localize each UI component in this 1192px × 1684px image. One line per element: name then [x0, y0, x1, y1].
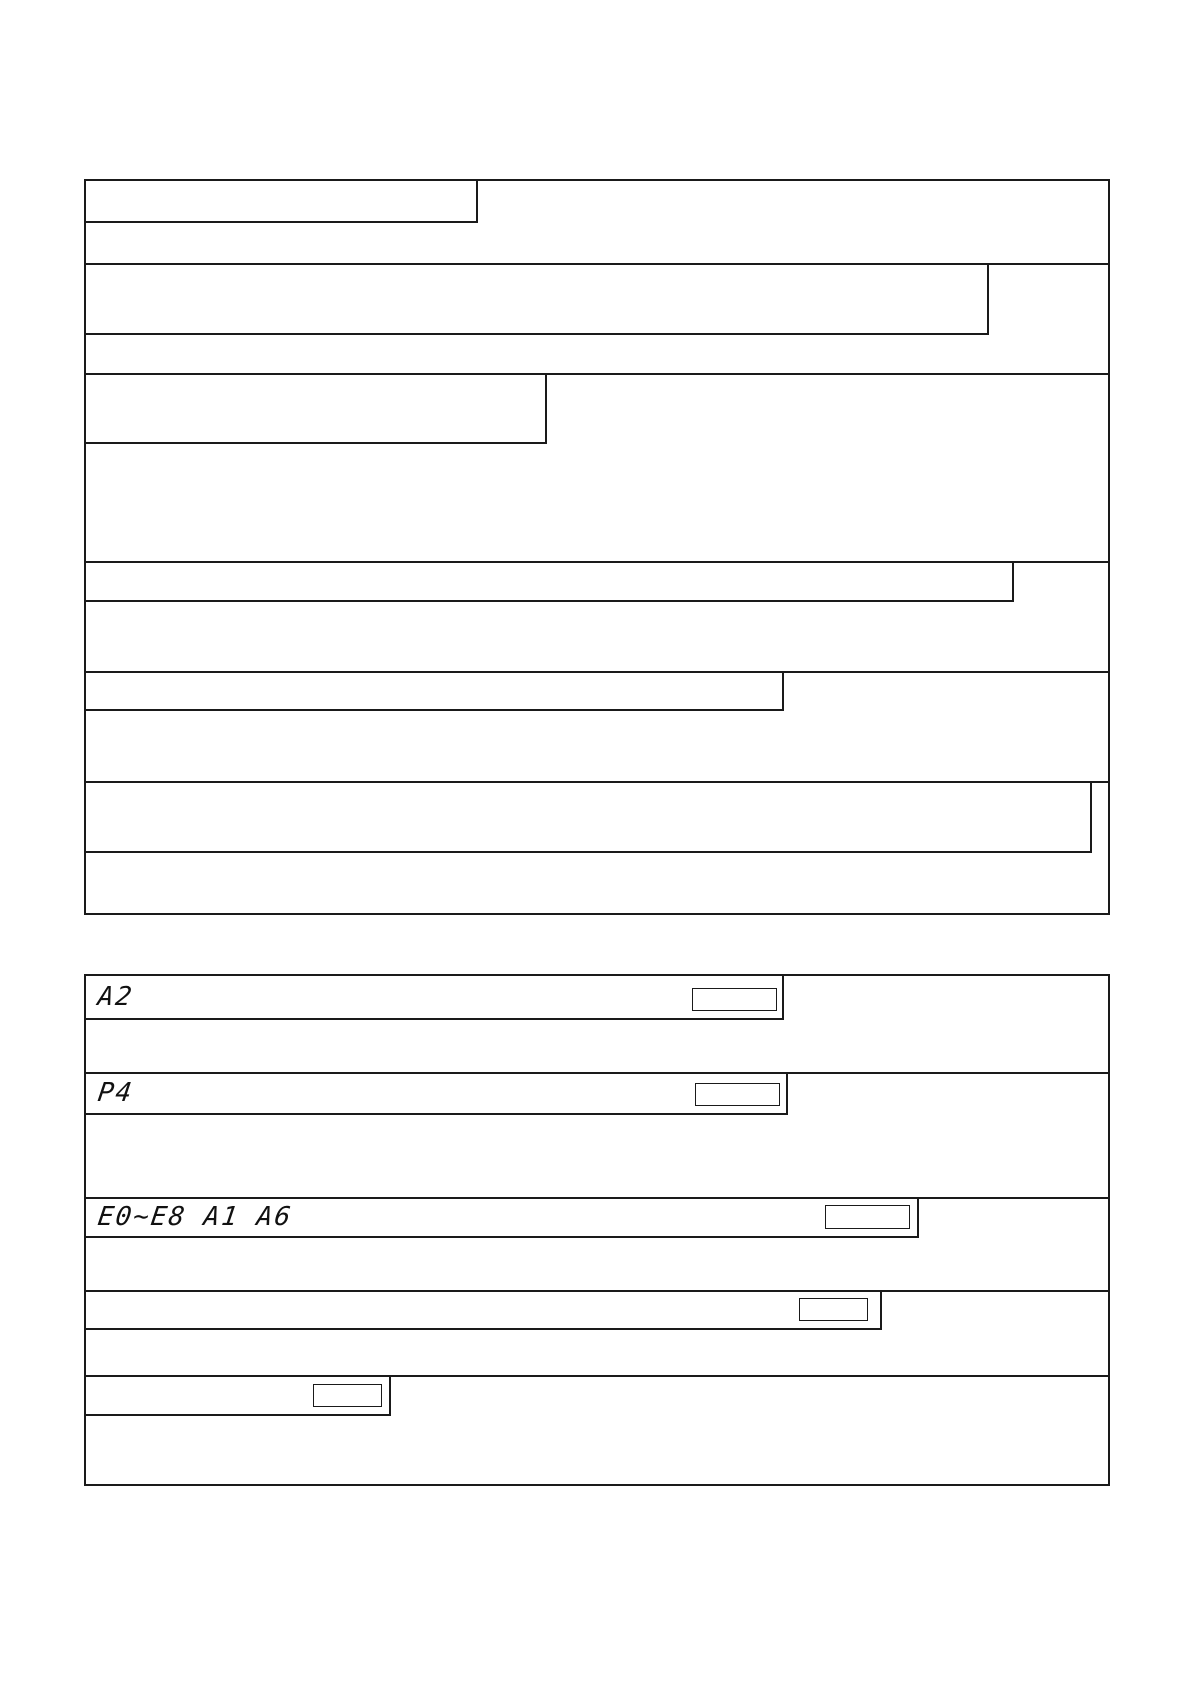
upper-row4-header — [86, 561, 1014, 602]
code-a2-label: A2 — [95, 982, 136, 1012]
code-e-range-label: E0~E8 A1 A6 — [95, 1202, 295, 1232]
code-e-box — [825, 1205, 910, 1229]
upper-row3-header — [86, 373, 547, 444]
upper-row6-header — [86, 781, 1092, 853]
lower-row5-box — [313, 1384, 382, 1407]
lower-row4-box — [799, 1298, 868, 1321]
upper-row5-header — [86, 671, 784, 711]
lower-table — [84, 974, 1110, 1486]
code-p4-box — [695, 1083, 780, 1106]
code-p4-label: P4 — [95, 1078, 136, 1108]
lower-row4-header — [86, 1290, 882, 1330]
code-row-a2-header — [86, 976, 784, 1020]
code-a2-box — [692, 988, 777, 1011]
code-row-p4-header — [86, 1072, 788, 1115]
upper-table — [84, 179, 1110, 915]
upper-row2-header — [86, 263, 989, 335]
upper-row1-header — [86, 181, 478, 223]
